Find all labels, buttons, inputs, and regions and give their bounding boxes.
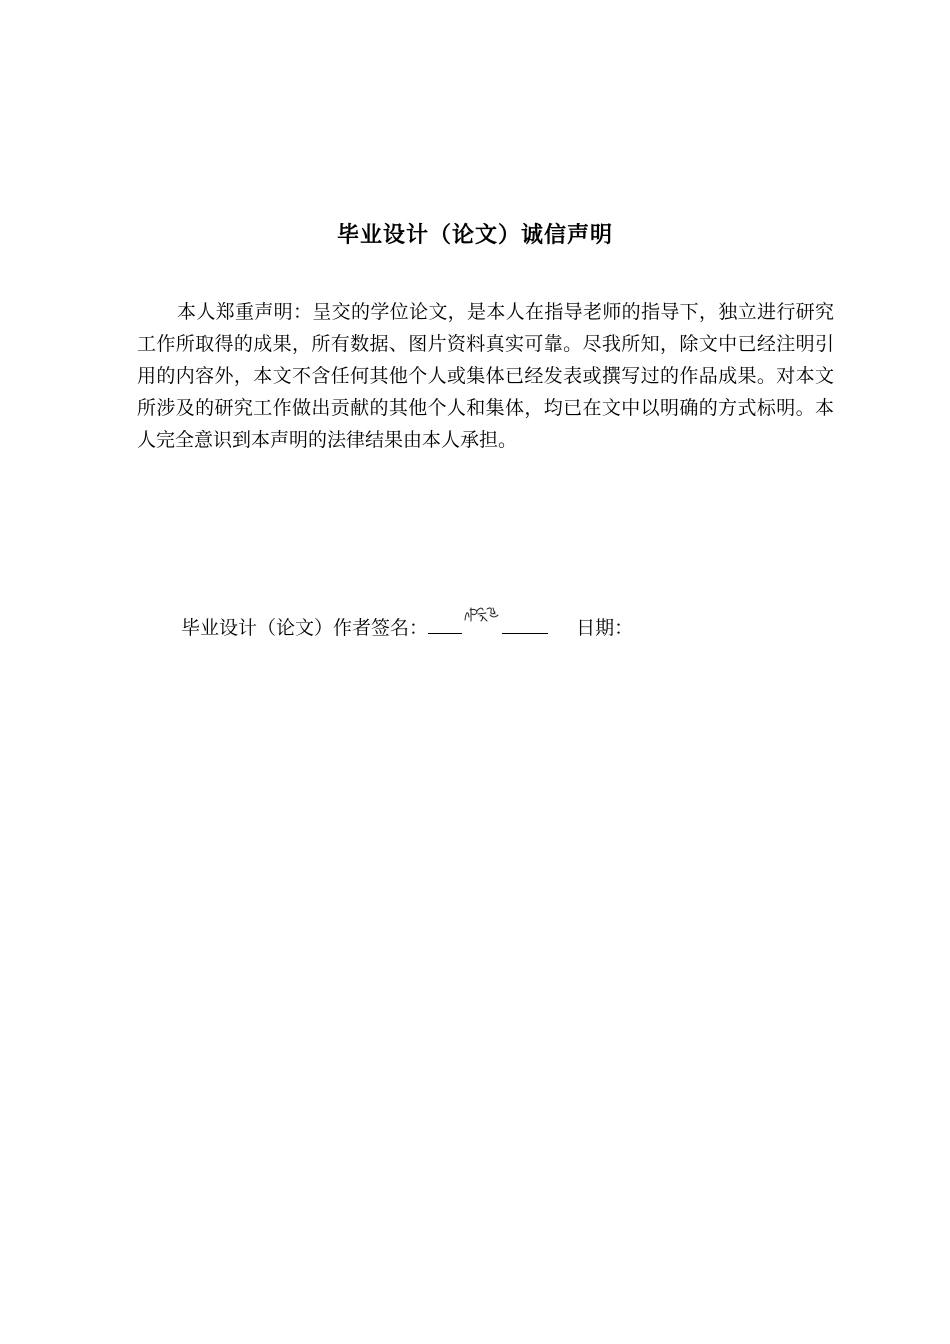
signature-label: 毕业设计（论文）作者签名：	[181, 617, 429, 639]
signature-line	[181, 602, 633, 644]
date-label: 日期：	[576, 617, 634, 639]
signature-blank-left	[428, 611, 462, 634]
handwritten-signature	[462, 602, 502, 628]
page-title: 毕业设计（论文）诚信声明	[336, 223, 613, 248]
signature-blank-right	[502, 611, 548, 634]
declaration-paragraph: 本人郑重声明：呈交的学位论文，是本人在指导老师的指导下，独立进行研究工作所取得的成果，所有数据、图片资料真实可靠。尽我所知，除文中已经注明引用的内容外，本文不含任何其他个人或集体已经发表或撰写过的作品成果。对本文所涉及的研究工作做出贡献的其他个人和集体，均已在文中以明确的方式标明。本人完全意识到本声明的法律结果由本人承担。	[137, 301, 834, 451]
